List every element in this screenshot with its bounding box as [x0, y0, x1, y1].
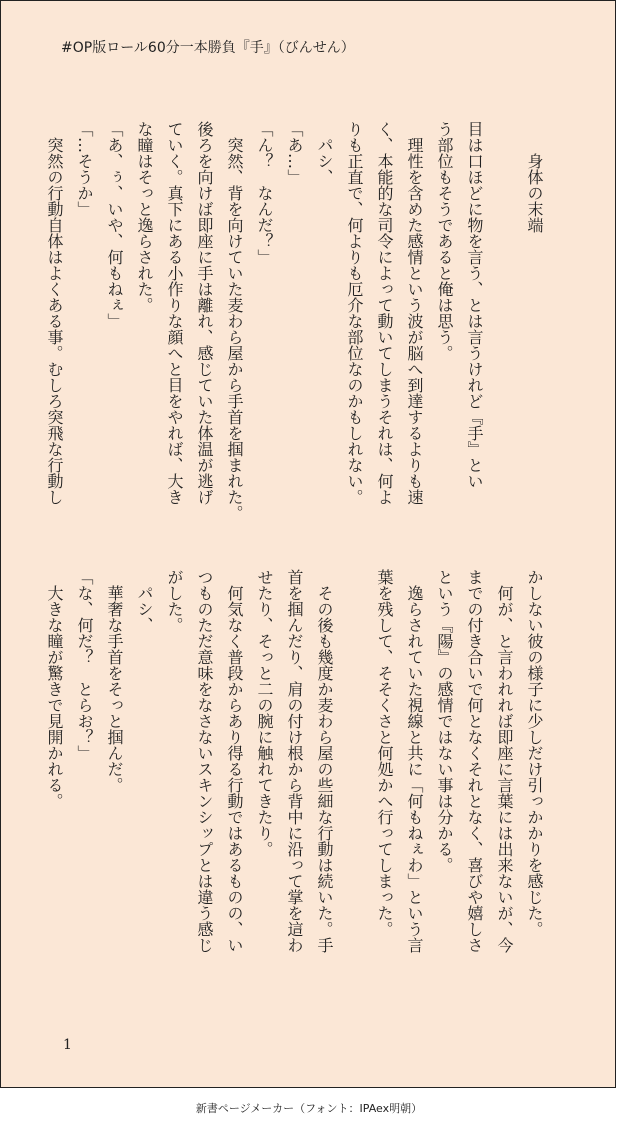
text-line: 「あ、ぅ、いや、何もねぇ」 [105, 121, 124, 329]
text-line: な瞳はそっと逸らされた。 [135, 121, 154, 313]
text-line [339, 569, 369, 1009]
text-line: 何が、と言われれば即座に言葉には出来ないが、今 [495, 569, 514, 953]
text-line: 大きな瞳が驚きで見開かれる。 [45, 569, 64, 809]
text-line: 突然の行動自体はよくある事。むしろ突飛な行動し [45, 121, 64, 505]
page-header: #OP版ロール60分一本勝負『手』（びんせん） [61, 40, 355, 56]
text-column-block-top [45, 121, 549, 531]
text-line: パシ、 [315, 121, 334, 185]
text-line: 理性を含めた感情という波が脳へ到達するよりも速 [405, 121, 424, 505]
text-line: 首を掴んだり、肩の付け根から背中に沿って掌を這わ [285, 569, 304, 953]
text-line: 目は口ほどに物を言う、とは言うけれど『手』とい [465, 121, 484, 489]
text-line: かしない彼の様子に少しだけ引っかかりを感じた。 [525, 569, 544, 937]
text-line: 逸らされていた視線と共に「何もねぇわ」という言 [405, 569, 424, 953]
text-line: 葉を残して、そそくさと何処かへ行ってしまった。 [375, 569, 394, 937]
text-line: その後も幾度か麦わら屋の些細な行動は続いた。手 [315, 569, 334, 953]
text-line: パシ、 [135, 569, 154, 633]
text-line: う部位もそうであると俺は思う。 [435, 121, 454, 361]
text-line: がした。 [165, 569, 184, 633]
text-line: 華奢な手首をそっと掴んだ。 [105, 569, 124, 793]
text-line: 「ん？ なんだ？」 [255, 121, 274, 265]
text-line: 「な、何だ？ とらお？」 [75, 569, 94, 761]
text-column-block-bottom [45, 569, 549, 1009]
text-line: 「…そうか」 [75, 121, 94, 217]
text-line: つものただ意味をなさないスキンシップとは違う感じ [195, 569, 214, 953]
text-line: までの付き合いで何となくそれとなく、喜びや嬉しさ [465, 569, 484, 953]
footer-caption: 新書ページメーカー（フォント：IPAex明朝） [195, 1102, 423, 1115]
text-line: 突然、背を向けていた麦わら屋から手首を掴まれた。 [225, 121, 244, 521]
text-line: りも正直で、何よりも厄介な部位なのかもしれない。 [345, 121, 364, 505]
text-line: ていく。真下にある小作りな顔へと目をやれば、大き [165, 121, 184, 505]
text-line: という『陽』の感情ではない事は分かる。 [435, 569, 454, 873]
text-line: 後ろを向けば即座に手は離れ、感じていた体温が逃げ [195, 121, 214, 505]
text-line [489, 121, 519, 531]
text-line: 「あ…」 [285, 121, 304, 185]
story-title: 身体の末端 [525, 153, 544, 233]
text-line: せたり、そっと二の腕に触れてきたり。 [255, 569, 274, 857]
page-number: 1 [63, 1037, 72, 1053]
text-line: く、本能的な司令によって動いてしまうそれは、何よ [375, 121, 394, 505]
text-line: 何気なく普段からあり得る行動ではあるものの、い [225, 569, 244, 953]
